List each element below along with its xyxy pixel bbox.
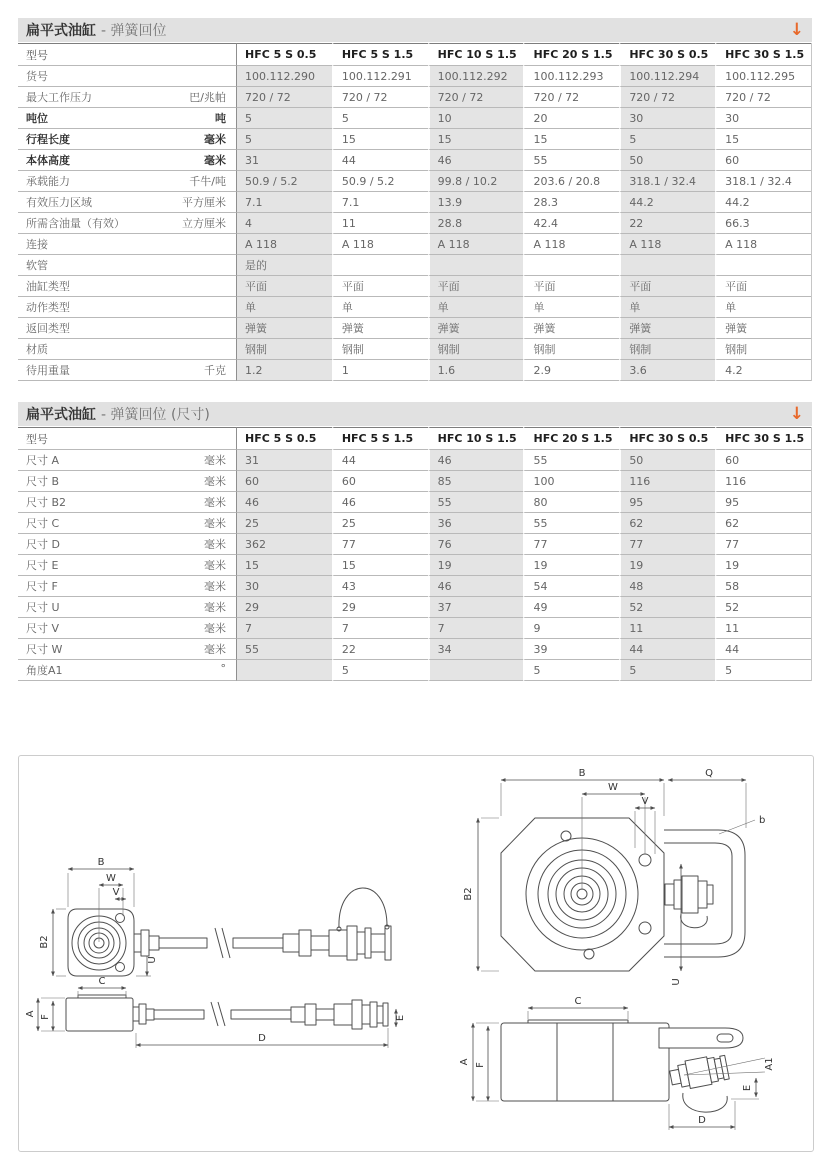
- row-unit: 毫米: [204, 154, 226, 167]
- row-label: 连接: [26, 238, 48, 251]
- value-cell: 29: [236, 597, 332, 618]
- dim-label-a: A: [25, 1010, 36, 1018]
- column-header: HFC 10 S 1.5: [428, 427, 524, 450]
- dim-label-f: F: [40, 1014, 51, 1020]
- dim-label-q: Q: [705, 768, 713, 779]
- dim-label-w: W: [106, 873, 116, 884]
- value-cell: 720 / 72: [619, 87, 715, 108]
- value-cell: 弹簧: [619, 318, 715, 339]
- row-unit: 毫米: [204, 622, 226, 635]
- spec-row: [18, 150, 811, 171]
- value-cell: 7.1: [236, 192, 332, 213]
- row-label: 尺寸 B: [26, 475, 60, 488]
- value-cell: 钢制: [236, 339, 332, 360]
- value-cell: 55: [523, 513, 619, 534]
- value-cell: 3.6: [619, 360, 715, 381]
- value-cell: 是的: [236, 255, 332, 276]
- value-cell: A 118: [619, 234, 715, 255]
- value-cell: 5: [236, 108, 332, 129]
- spec-row: [18, 192, 811, 213]
- value-cell: A 118: [523, 234, 619, 255]
- value-cell: 5: [332, 660, 428, 681]
- value-cell: 44: [619, 639, 715, 660]
- value-cell: 钢制: [428, 339, 524, 360]
- spec-row: [18, 339, 811, 360]
- value-cell: 弹簧: [332, 318, 428, 339]
- spec-table-section: [18, 18, 812, 381]
- value-cell: 单: [715, 297, 811, 318]
- value-cell: 100.112.292: [428, 66, 524, 87]
- value-cell: 30: [619, 108, 715, 129]
- value-cell: 37: [428, 597, 524, 618]
- value-cell: 9: [523, 618, 619, 639]
- value-cell: A 118: [715, 234, 811, 255]
- value-cell: 1.6: [428, 360, 524, 381]
- value-cell: 15: [715, 129, 811, 150]
- row-label: 尺寸 F: [26, 580, 58, 593]
- value-cell: 28.8: [428, 213, 524, 234]
- value-cell: 钢制: [715, 339, 811, 360]
- value-cell: 100.112.294: [619, 66, 715, 87]
- column-header: HFC 10 S 1.5: [428, 43, 524, 66]
- value-cell: 76: [428, 534, 524, 555]
- dim-label-a1: A1: [764, 1057, 775, 1071]
- dim-label-c: C: [98, 976, 106, 987]
- value-cell: 34: [428, 639, 524, 660]
- row-unit: °: [220, 662, 226, 675]
- value-cell: 29: [332, 597, 428, 618]
- row-label: 货号: [26, 70, 48, 83]
- dim-label-b2: B2: [463, 887, 474, 901]
- value-cell: 5: [332, 108, 428, 129]
- value-cell: 44.2: [715, 192, 811, 213]
- value-cell: 46: [332, 492, 428, 513]
- value-cell: 62: [715, 513, 811, 534]
- spec-row: [18, 276, 811, 297]
- dimensions-table: [18, 427, 812, 681]
- spec-row: [18, 171, 811, 192]
- value-cell: 平面: [715, 276, 811, 297]
- value-cell: 44: [715, 639, 811, 660]
- value-cell: 单: [236, 297, 332, 318]
- row-label: 动作类型: [26, 301, 70, 314]
- value-cell: 19: [619, 555, 715, 576]
- dim-label-e: E: [742, 1084, 753, 1092]
- value-cell: 单: [523, 297, 619, 318]
- spec-row: [18, 255, 811, 276]
- value-cell: 62: [619, 513, 715, 534]
- dim-label-v: V: [112, 887, 120, 898]
- value-cell: 60: [715, 450, 811, 471]
- value-cell: 55: [428, 492, 524, 513]
- value-cell: 116: [619, 471, 715, 492]
- dim-label-f: F: [475, 1062, 486, 1068]
- value-cell: 44: [332, 150, 428, 171]
- value-cell: 85: [428, 471, 524, 492]
- value-cell: 80: [523, 492, 619, 513]
- value-cell: 平面: [619, 276, 715, 297]
- value-cell: 平面: [428, 276, 524, 297]
- value-cell: 318.1 / 32.4: [619, 171, 715, 192]
- row-unit: 吨: [215, 112, 226, 125]
- spec-row: [18, 66, 811, 87]
- column-header: HFC 5 S 1.5: [332, 43, 428, 66]
- row-unit: 毫米: [204, 643, 226, 656]
- value-cell: 25: [332, 513, 428, 534]
- value-cell: 50.9 / 5.2: [236, 171, 332, 192]
- value-cell: 50.9 / 5.2: [332, 171, 428, 192]
- value-cell: 49: [523, 597, 619, 618]
- jump-down-arrow-icon[interactable]: ↓: [789, 19, 804, 40]
- spec-row: [18, 639, 811, 660]
- value-cell: 95: [715, 492, 811, 513]
- spec-row: [18, 129, 811, 150]
- value-cell: 4.2: [715, 360, 811, 381]
- value-cell: 平面: [236, 276, 332, 297]
- value-cell: 58: [715, 576, 811, 597]
- row-label: 尺寸 C: [26, 517, 60, 530]
- value-cell: 19: [715, 555, 811, 576]
- value-cell: 13.9: [428, 192, 524, 213]
- row-label: 尺寸 A: [26, 454, 60, 467]
- value-cell: 28.3: [523, 192, 619, 213]
- dim-label-a: A: [459, 1058, 470, 1066]
- row-unit: 毫米: [204, 133, 226, 146]
- value-cell: 100.112.291: [332, 66, 428, 87]
- value-cell: 5: [523, 660, 619, 681]
- header-row: [18, 427, 811, 450]
- value-cell: 7: [332, 618, 428, 639]
- row-unit: 千克: [204, 364, 226, 377]
- value-cell: 720 / 72: [332, 87, 428, 108]
- callout-label-b: b: [759, 815, 766, 826]
- spec-row: [18, 87, 811, 108]
- row-unit: 立方厘米: [182, 217, 226, 230]
- row-label: 油缸类型: [26, 280, 70, 293]
- dim-label-u: U: [671, 978, 682, 986]
- value-cell: 弹簧: [236, 318, 332, 339]
- dim-label-b2: B2: [39, 935, 50, 949]
- value-cell: 50: [619, 450, 715, 471]
- value-cell: A 118: [236, 234, 332, 255]
- value-cell: 46: [428, 150, 524, 171]
- spec-row: [18, 492, 811, 513]
- value-cell: 55: [236, 639, 332, 660]
- value-cell: 44.2: [619, 192, 715, 213]
- value-cell: 60: [332, 471, 428, 492]
- spec-table: [18, 43, 812, 381]
- value-cell: 100: [523, 471, 619, 492]
- value-cell: 31: [236, 450, 332, 471]
- row-unit: 毫米: [204, 517, 226, 530]
- column-header: HFC 30 S 1.5: [715, 427, 811, 450]
- value-cell: 20: [523, 108, 619, 129]
- column-header: HFC 5 S 0.5: [236, 43, 332, 66]
- value-cell: 43: [332, 576, 428, 597]
- value-cell: 116: [715, 471, 811, 492]
- value-cell: 54: [523, 576, 619, 597]
- spec-row: [18, 513, 811, 534]
- value-cell: 720 / 72: [523, 87, 619, 108]
- value-cell: 10: [428, 108, 524, 129]
- row-label: 尺寸 B2: [26, 496, 67, 509]
- value-cell: 52: [619, 597, 715, 618]
- row-label: 角度A1: [26, 664, 63, 677]
- value-cell: 31: [236, 150, 332, 171]
- spec-row: [18, 450, 811, 471]
- front-view-small: [39, 857, 391, 976]
- spec-row: [18, 597, 811, 618]
- row-label: 吨位: [26, 112, 48, 125]
- dim-label-b: B: [97, 857, 105, 868]
- value-cell: [619, 255, 715, 276]
- value-cell: 50: [619, 150, 715, 171]
- value-cell: 11: [619, 618, 715, 639]
- value-cell: 720 / 72: [715, 87, 811, 108]
- row-label: 材质: [26, 343, 48, 356]
- row-unit: 平方厘米: [182, 196, 226, 209]
- value-cell: [236, 660, 332, 681]
- spec-row: [18, 234, 811, 255]
- value-cell: 42.4: [523, 213, 619, 234]
- value-cell: 100.112.293: [523, 66, 619, 87]
- value-cell: 15: [332, 555, 428, 576]
- spec-row: [18, 576, 811, 597]
- value-cell: 100.112.290: [236, 66, 332, 87]
- spec-row: [18, 618, 811, 639]
- value-cell: [332, 255, 428, 276]
- table1-title-bar: [18, 18, 812, 42]
- column-header: HFC 5 S 1.5: [332, 427, 428, 450]
- value-cell: 66.3: [715, 213, 811, 234]
- value-cell: 1: [332, 360, 428, 381]
- row-label: 返回类型: [26, 322, 70, 335]
- dim-label-u: U: [147, 956, 158, 964]
- table2-title-bar: [18, 402, 812, 426]
- value-cell: [715, 255, 811, 276]
- value-cell: 77: [523, 534, 619, 555]
- header-row: [18, 43, 811, 66]
- cylinder-drawing-svg: [19, 756, 813, 1151]
- row-label: 待用重量: [26, 364, 70, 377]
- value-cell: 4: [236, 213, 332, 234]
- value-cell: 钢制: [619, 339, 715, 360]
- column-header: HFC 20 S 1.5: [523, 43, 619, 66]
- row-label: 最大工作压力: [26, 91, 92, 104]
- value-cell: 15: [428, 129, 524, 150]
- value-cell: 单: [332, 297, 428, 318]
- column-header: HFC 20 S 1.5: [523, 427, 619, 450]
- row-label: 本体高度: [26, 154, 70, 167]
- value-cell: 720 / 72: [428, 87, 524, 108]
- front-view-large: [463, 768, 765, 986]
- value-cell: 362: [236, 534, 332, 555]
- value-cell: 55: [523, 450, 619, 471]
- value-cell: 99.8 / 10.2: [428, 171, 524, 192]
- dim-label-d: D: [698, 1115, 706, 1126]
- value-cell: 46: [428, 576, 524, 597]
- value-cell: 36: [428, 513, 524, 534]
- value-cell: 7: [428, 618, 524, 639]
- value-cell: 19: [523, 555, 619, 576]
- value-cell: 44: [332, 450, 428, 471]
- value-cell: 7.1: [332, 192, 428, 213]
- value-cell: 11: [332, 213, 428, 234]
- value-cell: 22: [332, 639, 428, 660]
- spec-row: [18, 660, 811, 681]
- row-label: 承载能力: [26, 175, 70, 188]
- dim-label-b: B: [578, 768, 586, 779]
- value-cell: A 118: [332, 234, 428, 255]
- side-view-large: [459, 996, 775, 1130]
- column-header: HFC 30 S 0.5: [619, 43, 715, 66]
- row-label: 行程长度: [26, 133, 70, 146]
- table1-subtitle: - 弹簧回位: [101, 23, 167, 39]
- value-cell: 平面: [523, 276, 619, 297]
- dim-label-c: C: [574, 996, 582, 1007]
- dim-label-d: D: [258, 1033, 266, 1044]
- value-cell: 平面: [332, 276, 428, 297]
- value-cell: 52: [715, 597, 811, 618]
- column-header: HFC 30 S 1.5: [715, 43, 811, 66]
- spec-row: [18, 108, 811, 129]
- value-cell: 19: [428, 555, 524, 576]
- value-cell: [428, 660, 524, 681]
- row-unit: 毫米: [204, 496, 226, 509]
- value-cell: 11: [715, 618, 811, 639]
- side-view-small: [25, 976, 406, 1048]
- spec-row: [18, 360, 811, 381]
- value-cell: [523, 255, 619, 276]
- spec-row: [18, 318, 811, 339]
- value-cell: 39: [523, 639, 619, 660]
- row-unit: 千牛/吨: [189, 175, 226, 188]
- dimensions-table-section: [18, 402, 812, 681]
- value-cell: 77: [619, 534, 715, 555]
- value-cell: 203.6 / 20.8: [523, 171, 619, 192]
- row-unit: 毫米: [204, 475, 226, 488]
- row-label: 有效压力区域: [26, 196, 92, 209]
- value-cell: 77: [332, 534, 428, 555]
- value-cell: 720 / 72: [236, 87, 332, 108]
- row-label: 尺寸 D: [26, 538, 60, 551]
- column-header: HFC 30 S 0.5: [619, 427, 715, 450]
- value-cell: 5: [715, 660, 811, 681]
- value-cell: 55: [523, 150, 619, 171]
- value-cell: 15: [236, 555, 332, 576]
- value-cell: 25: [236, 513, 332, 534]
- row-unit: 毫米: [204, 538, 226, 551]
- value-cell: 弹簧: [523, 318, 619, 339]
- value-cell: 318.1 / 32.4: [715, 171, 811, 192]
- table2-subtitle: - 弹簧回位 (尺寸): [101, 407, 210, 423]
- value-cell: 单: [428, 297, 524, 318]
- value-cell: 5: [236, 129, 332, 150]
- row-label: 尺寸 W: [26, 643, 63, 656]
- value-cell: 弹簧: [715, 318, 811, 339]
- value-cell: 100.112.295: [715, 66, 811, 87]
- value-cell: 15: [332, 129, 428, 150]
- value-cell: 22: [619, 213, 715, 234]
- row-label: 所需含油量（有效）: [26, 217, 125, 230]
- value-cell: 钢制: [332, 339, 428, 360]
- value-cell: 77: [715, 534, 811, 555]
- value-cell: 5: [619, 129, 715, 150]
- row-label: 尺寸 U: [26, 601, 60, 614]
- spec-row: [18, 297, 811, 318]
- value-cell: 1.2: [236, 360, 332, 381]
- value-cell: 5: [619, 660, 715, 681]
- value-cell: 钢制: [523, 339, 619, 360]
- value-cell: 15: [523, 129, 619, 150]
- value-cell: 30: [236, 576, 332, 597]
- value-cell: 2.9: [523, 360, 619, 381]
- dim-label-e: E: [395, 1014, 406, 1022]
- value-cell: 48: [619, 576, 715, 597]
- table1-title: 扁平式油缸: [26, 23, 96, 39]
- dim-label-v: V: [641, 796, 649, 807]
- row-unit: 巴/兆帕: [189, 91, 226, 104]
- row-unit: 毫米: [204, 601, 226, 614]
- value-cell: A 118: [428, 234, 524, 255]
- value-cell: 60: [236, 471, 332, 492]
- value-cell: 弹簧: [428, 318, 524, 339]
- model-header: 型号: [18, 427, 236, 450]
- row-unit: 毫米: [204, 580, 226, 593]
- model-header: 型号: [18, 43, 236, 66]
- jump-down-arrow-icon[interactable]: ↓: [789, 403, 804, 424]
- value-cell: 30: [715, 108, 811, 129]
- spec-row: [18, 471, 811, 492]
- spec-row: [18, 555, 811, 576]
- spec-row: [18, 213, 811, 234]
- row-label: 尺寸 V: [26, 622, 60, 635]
- row-unit: 毫米: [204, 454, 226, 467]
- value-cell: 单: [619, 297, 715, 318]
- value-cell: 7: [236, 618, 332, 639]
- row-unit: 毫米: [204, 559, 226, 572]
- column-header: HFC 5 S 0.5: [236, 427, 332, 450]
- spec-row: [18, 534, 811, 555]
- row-label: 尺寸 E: [26, 559, 59, 572]
- table2-title: 扁平式油缸: [26, 407, 96, 423]
- technical-drawing: [18, 755, 814, 1152]
- row-label: 软管: [26, 259, 48, 272]
- value-cell: 46: [236, 492, 332, 513]
- value-cell: 46: [428, 450, 524, 471]
- value-cell: [428, 255, 524, 276]
- value-cell: 95: [619, 492, 715, 513]
- value-cell: 60: [715, 150, 811, 171]
- dim-label-w: W: [608, 782, 618, 793]
